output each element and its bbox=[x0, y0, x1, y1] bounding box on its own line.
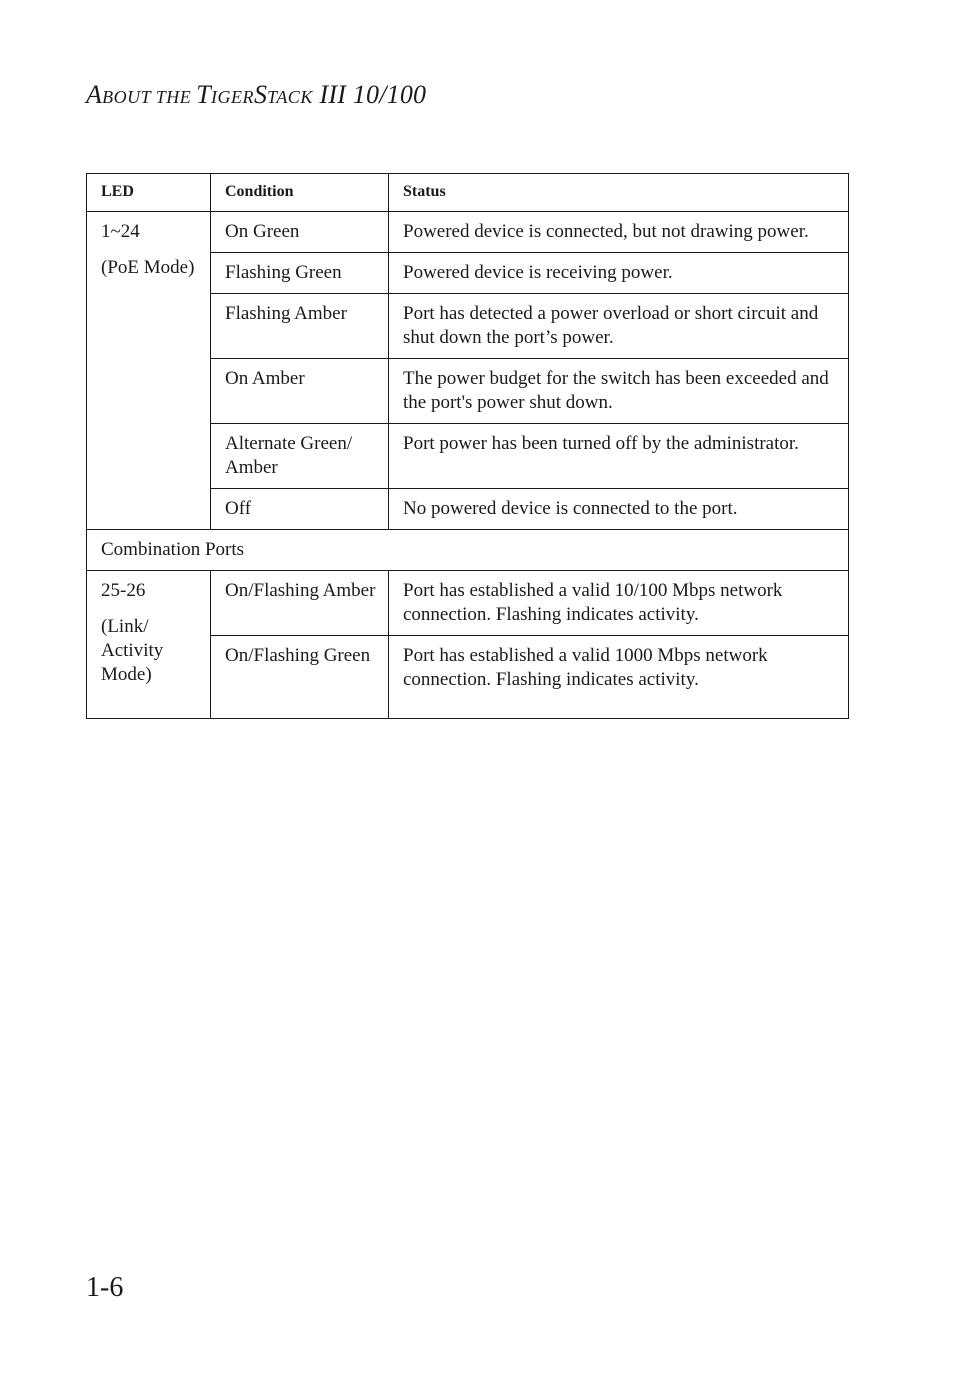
page-number: 1-6 bbox=[86, 1272, 124, 1303]
condition-cell: Flashing Green bbox=[211, 253, 389, 294]
led-range: 1~24 bbox=[101, 221, 140, 242]
led-status-table bbox=[86, 173, 849, 719]
column-header-condition: Condition bbox=[211, 174, 389, 212]
header-cap-s: S bbox=[253, 80, 268, 109]
column-header-led: LED bbox=[87, 174, 211, 212]
led-mode: (PoE Mode) bbox=[101, 257, 195, 278]
condition-cell: Flashing Amber bbox=[211, 294, 389, 359]
header-cap-a: A bbox=[86, 80, 103, 109]
header-rest: III 10/100 bbox=[312, 80, 427, 109]
table-row bbox=[87, 571, 849, 636]
condition-cell: Alternate Green/ Amber bbox=[211, 424, 389, 489]
status-cell: Port has detected a power overload or short circuit and shut down the port’s power. bbox=[389, 294, 849, 359]
condition-cell: On/Flashing Green bbox=[211, 636, 389, 719]
section-row bbox=[87, 530, 849, 571]
status-cell: Port has established a valid 1000 Mbps network connection. Flashing indicates activity. bbox=[389, 636, 849, 719]
led-cell-link-activity bbox=[87, 571, 211, 719]
condition-cell: On Green bbox=[211, 212, 389, 253]
led-cell-poe bbox=[87, 212, 211, 530]
status-cell: Powered device is connected, but not drawing power. bbox=[389, 212, 849, 253]
led-range: 25-26 bbox=[101, 580, 146, 601]
header-smallcaps-tack: TACK bbox=[267, 87, 313, 107]
status-cell: Port has established a valid 10/100 Mbps network connection. Flashing indicates activity. bbox=[389, 571, 849, 636]
led-mode: (Link/ Activity Mode) bbox=[101, 616, 164, 685]
status-cell: The power budget for the switch has been exceeded and the port's power shut down. bbox=[389, 359, 849, 424]
table-header-row bbox=[87, 174, 849, 212]
header-cap-t: T bbox=[196, 80, 211, 109]
condition-cell: Off bbox=[211, 489, 389, 530]
header-smallcaps-bout-the: BOUT THE bbox=[102, 87, 197, 107]
status-cell: Powered device is receiving power. bbox=[389, 253, 849, 294]
table-row bbox=[87, 212, 849, 253]
column-header-status: Status bbox=[389, 174, 849, 212]
section-label-combination-ports: Combination Ports bbox=[87, 530, 849, 571]
status-cell: Port power has been turned off by the administrator. bbox=[389, 424, 849, 489]
header-smallcaps-iger: IGER bbox=[210, 87, 254, 107]
running-header bbox=[86, 80, 426, 110]
status-cell: No powered device is connected to the port. bbox=[389, 489, 849, 530]
condition-cell: On Amber bbox=[211, 359, 389, 424]
condition-cell: On/Flashing Amber bbox=[211, 571, 389, 636]
